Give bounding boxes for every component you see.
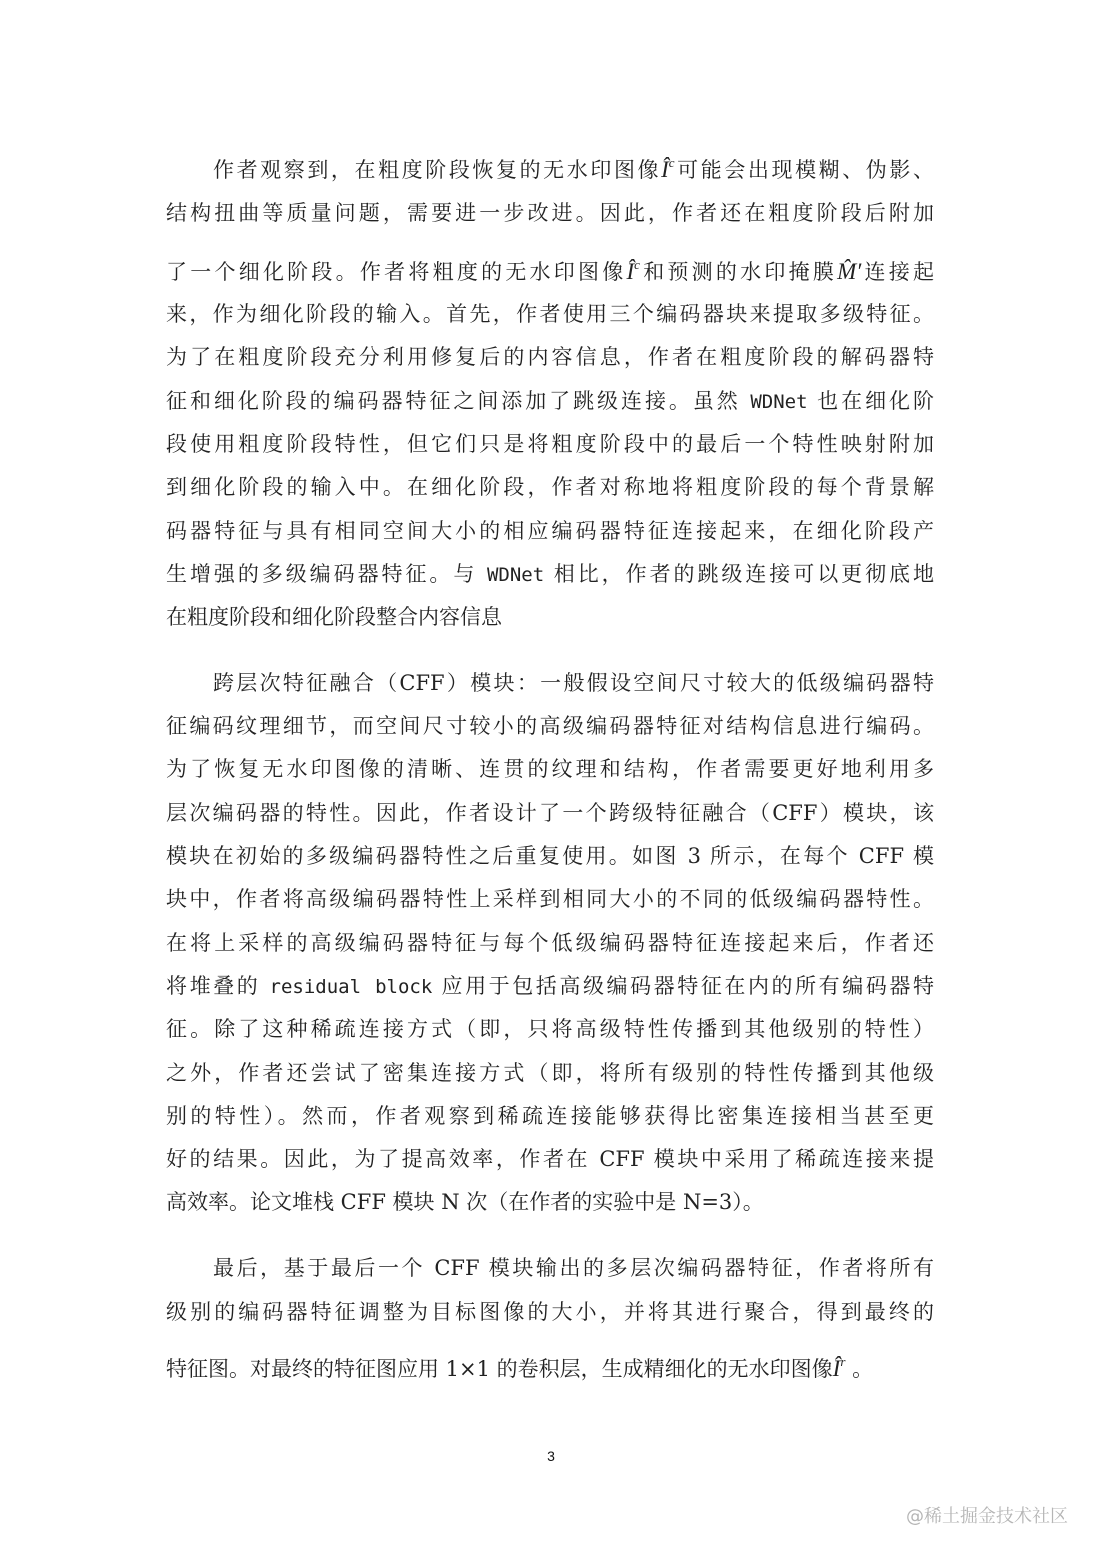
text-run: 在将上采样的高级编码器特征与每个低级编码器特征连接起来后，作者还 xyxy=(166,931,934,955)
paragraph-2-line xyxy=(166,885,934,913)
paragraph-1-line xyxy=(166,251,934,286)
paragraph-2-line xyxy=(213,669,934,697)
text-run: 来，作为细化阶段的输入。首先，作者使用三个编码器块来提取多级特征。 xyxy=(166,302,934,326)
paragraph-1-line xyxy=(166,517,934,545)
text-run: 高效率。论文堆栈 CFF 模块 N 次（在作者的实验中是 N=3）。 xyxy=(166,1190,764,1214)
text-run: 最后，基于最后一个 CFF 模块输出的多层次编码器特征，作者将所有 xyxy=(213,1256,934,1280)
text-run: 连接起 xyxy=(861,260,935,284)
paragraph-2-line xyxy=(166,1188,934,1216)
paragraph-2-line xyxy=(166,1102,934,1130)
text-run: 模块在初始的多级编码器特性之后重复使用。如图 3 所示，在每个 CFF 模 xyxy=(166,844,934,868)
text-run: 为了恢复无水印图像的清晰、连贯的纹理和结构，作者需要更好地利用多 xyxy=(166,757,934,781)
text-run: 块中，作者将高级编码器特性上采样到相同大小的不同的低级编码器特性。 xyxy=(166,887,934,911)
text-run: 段使用粗度阶段特性，但它们只是将粗度阶段中的最后一个特性映射附加 xyxy=(166,432,934,456)
math-base: M̂′ xyxy=(837,259,862,284)
math-base: Î xyxy=(832,1356,841,1381)
paragraph-2-line xyxy=(166,842,934,870)
math-base: Î xyxy=(661,157,669,182)
text-run: 生增强的多级编码器特征。与 xyxy=(166,562,487,586)
text-run: 作者观察到，在粗度阶段恢复的无水印图像 xyxy=(213,158,662,182)
text-run: 之外，作者还尝试了密集连接方式（即，将所有级别的特性传播到其他级 xyxy=(166,1061,934,1085)
paragraph-3-line xyxy=(166,1348,934,1383)
text-run: 到细化阶段的输入中。在细化阶段，作者对称地将粗度阶段的每个背景解 xyxy=(166,475,934,499)
paragraph-1-line xyxy=(166,343,934,371)
paragraph-2-line xyxy=(166,755,934,783)
math-symbol xyxy=(837,259,861,284)
text-run: 。 xyxy=(845,1357,874,1381)
text-run: 征。除了这种稀疏连接方式（即，只将高级特性传播到其他级别的特性） xyxy=(166,1017,934,1041)
paragraph-2-line xyxy=(166,972,934,1001)
paragraph-1-line xyxy=(166,560,934,589)
text-run: 特征图。对最终的特征图应用 1×1 的卷积层，生成精细化的无水印图像 xyxy=(166,1357,833,1381)
text-run: 级别的编码器特征调整为目标图像的大小，并将其进行聚合，得到最终的 xyxy=(166,1300,934,1324)
math-symbol xyxy=(833,1356,846,1381)
paragraph-1-line xyxy=(166,300,934,328)
paragraph-1-line xyxy=(166,387,934,416)
text-run: 好的结果。因此，为了提高效率，作者在 CFF 模块中采用了稀疏连接来提 xyxy=(166,1147,934,1171)
text-run: 在粗度阶段和细化阶段整合内容信息 xyxy=(166,605,502,629)
text-run: 了一个细化阶段。作者将粗度的无水印图像 xyxy=(166,260,627,284)
text-run: 可能会出现模糊、伪影、 xyxy=(674,158,935,182)
math-superscript: c xyxy=(668,155,675,170)
paragraph-2-line xyxy=(166,799,934,827)
text-run: 层次编码器的特性。因此，作者设计了一个跨级特征融合（CFF）模块，该 xyxy=(166,801,934,825)
code-term: WDNet xyxy=(486,564,545,586)
paragraph-3-line xyxy=(166,1298,934,1326)
page-number: 3 xyxy=(547,1448,555,1464)
text-run: 征编码纹理细节，而空间尺寸较小的高级编码器特征对结构信息进行编码。 xyxy=(166,714,934,738)
paragraph-1-line xyxy=(166,603,934,631)
paragraph-1-line xyxy=(213,149,934,184)
paragraph-2-line xyxy=(166,1145,934,1173)
text-run: 别的特性）。然而，作者观察到稀疏连接能够获得比密集连接相当甚至更 xyxy=(166,1104,934,1128)
paragraph-2-line xyxy=(166,712,934,740)
text-run: 将堆叠的 xyxy=(166,974,270,998)
math-base: Î xyxy=(626,259,635,284)
paragraph-1-line xyxy=(166,473,934,501)
math-superscript: r xyxy=(840,1354,846,1369)
text-run: 应用于包括高级编码器特征在内的所有编码器特 xyxy=(432,974,934,998)
text-run: 和预测的水印掩膜 xyxy=(639,260,838,284)
paragraph-1-line xyxy=(166,430,934,458)
text-run: 码器特征与具有相同空间大小的相应编码器特征连接起来，在细化阶段产 xyxy=(166,519,934,543)
paragraph-2-line xyxy=(166,1015,934,1043)
paragraph-2-line xyxy=(166,929,934,957)
code-term: WDNet xyxy=(750,391,808,413)
text-run: 跨层次特征融合（CFF）模块：一般假设空间尺寸较大的低级编码器特 xyxy=(213,671,934,695)
paragraph-2-line xyxy=(166,1059,934,1087)
text-run: 也在细化阶 xyxy=(807,389,934,413)
math-symbol xyxy=(627,259,640,284)
code-term: residual block xyxy=(269,976,433,998)
math-symbol xyxy=(661,157,674,182)
text-run: 为了在粗度阶段充分利用修复后的内容信息，作者在粗度阶段的解码器特 xyxy=(166,345,934,369)
text-run: 结构扭曲等质量问题，需要进一步改进。因此，作者还在粗度阶段后附加 xyxy=(166,201,934,225)
paragraph-3-line xyxy=(213,1254,934,1282)
watermark: @稀土掘金技术社区 xyxy=(906,1506,1068,1527)
math-superscript: c xyxy=(634,257,640,272)
text-run: 征和细化阶段的编码器特征之间添加了跳级连接。虽然 xyxy=(166,389,751,413)
text-run: 相比，作者的跳级连接可以更彻底地 xyxy=(544,562,934,586)
paragraph-1-line xyxy=(166,199,934,227)
